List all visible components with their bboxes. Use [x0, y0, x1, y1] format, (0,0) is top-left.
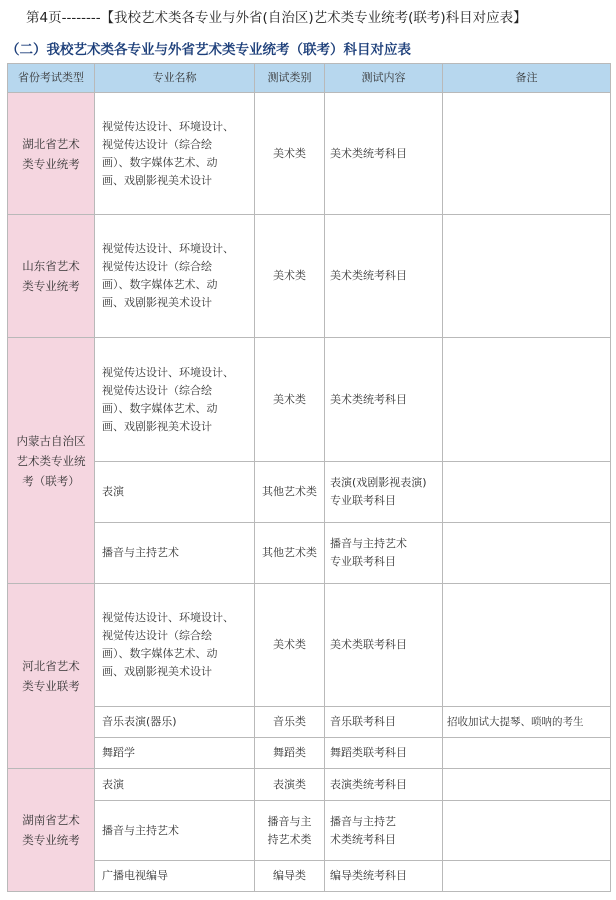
content-cell: 美术类联考科目 [325, 584, 443, 707]
table-row [8, 584, 611, 707]
note-cell [443, 338, 611, 462]
major-cell: 播音与主持艺术 [95, 523, 255, 584]
note-cell: 招收加试大提琴、唢呐的考生 [443, 707, 611, 738]
content-cell: 美术类统考科目 [325, 338, 443, 462]
table-row [8, 801, 611, 861]
major-cell: 广播电视编导 [95, 861, 255, 892]
table-row [8, 462, 611, 523]
category-cell: 播音与主 持艺术类 [255, 801, 325, 861]
category-cell: 美术类 [255, 93, 325, 215]
category-cell: 美术类 [255, 338, 325, 462]
category-cell: 音乐类 [255, 707, 325, 738]
content-cell: 播音与主持艺术 专业联考科目 [325, 523, 443, 584]
province-cell-shandong: 山东省艺术 类专业统考 [8, 215, 95, 338]
content-cell: 表演类统考科目 [325, 769, 443, 801]
table-row [8, 338, 611, 462]
correspondence-table [7, 63, 611, 892]
category-cell: 美术类 [255, 215, 325, 338]
major-cell: 音乐表演(器乐) [95, 707, 255, 738]
content-cell: 美术类统考科目 [325, 215, 443, 338]
category-cell: 其他艺术类 [255, 462, 325, 523]
category-cell: 表演类 [255, 769, 325, 801]
content-cell: 美术类统考科目 [325, 93, 443, 215]
table-row [8, 738, 611, 769]
content-cell: 音乐联考科目 [325, 707, 443, 738]
table-header-row [8, 64, 611, 93]
note-cell [443, 584, 611, 707]
category-cell: 舞蹈类 [255, 738, 325, 769]
note-cell [443, 738, 611, 769]
note-cell [443, 462, 611, 523]
category-cell: 美术类 [255, 584, 325, 707]
note-cell [443, 215, 611, 338]
note-cell [443, 93, 611, 215]
page-header: 第4页--------【我校艺术类各专业与外省(自治区)艺术类专业统考(联考)科目对应表】 [26, 10, 527, 26]
major-cell: 视觉传达设计、环境设计、 视觉传达设计（综合绘 画）、数字媒体艺术、动 画、戏剧影视美术设计 [95, 215, 255, 338]
content-cell: 播音与主持艺 术类统考科目 [325, 801, 443, 861]
header-province: 省份考试类型 [8, 64, 95, 93]
table-row [8, 769, 611, 801]
table-row [8, 215, 611, 338]
header-note: 备注 [443, 64, 611, 93]
province-cell-hunan: 湖南省艺术 类专业统考 [8, 769, 95, 892]
category-cell: 其他艺术类 [255, 523, 325, 584]
province-cell-hubei: 湖北省艺术 类专业统考 [8, 93, 95, 215]
major-cell: 播音与主持艺术 [95, 801, 255, 861]
province-cell-hebei: 河北省艺术 类专业联考 [8, 584, 95, 769]
province-cell-inner-mongolia: 内蒙古自治区 艺术类专业统 考（联考） [8, 338, 95, 584]
major-cell: 表演 [95, 769, 255, 801]
note-cell [443, 861, 611, 892]
content-cell: 舞蹈类联考科目 [325, 738, 443, 769]
header-content: 测试内容 [325, 64, 443, 93]
note-cell [443, 523, 611, 584]
table-row [8, 523, 611, 584]
table-row [8, 93, 611, 215]
table-row [8, 861, 611, 892]
category-cell: 编导类 [255, 861, 325, 892]
major-cell: 视觉传达设计、环境设计、 视觉传达设计（综合绘 画）、数字媒体艺术、动 画、戏剧影视美术设计 [95, 93, 255, 215]
content-cell: 编导类统考科目 [325, 861, 443, 892]
major-cell: 表演 [95, 462, 255, 523]
major-cell: 视觉传达设计、环境设计、 视觉传达设计（综合绘 画）、数字媒体艺术、动 画、戏剧影视美术设计 [95, 338, 255, 462]
note-cell [443, 769, 611, 801]
section-title: （二）我校艺术类各专业与外省艺术类专业统考（联考）科目对应表 [6, 42, 411, 58]
note-cell [443, 801, 611, 861]
content-cell: 表演(戏剧影视表演) 专业联考科目 [325, 462, 443, 523]
header-category: 测试类别 [255, 64, 325, 93]
major-cell: 视觉传达设计、环境设计、 视觉传达设计（综合绘 画）、数字媒体艺术、动 画、戏剧影视美术设计 [95, 584, 255, 707]
table-row [8, 707, 611, 738]
header-major: 专业名称 [95, 64, 255, 93]
major-cell: 舞蹈学 [95, 738, 255, 769]
